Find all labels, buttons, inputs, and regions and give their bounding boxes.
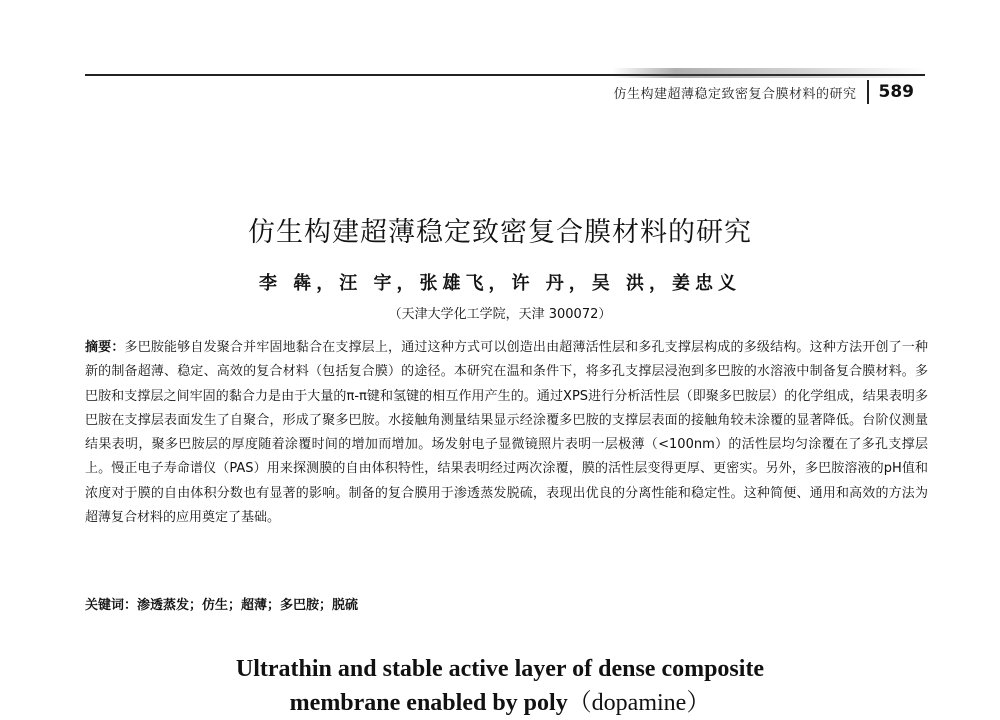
- header-rule-shading: [612, 68, 926, 78]
- keywords-text: 渗透蒸发；仿生；超薄；多巴胺；脱硫: [137, 598, 359, 613]
- keywords-label: 关键词：: [85, 598, 138, 613]
- abstract-text: 多巴胺能够自发聚合并牢固地黏合在支撑层上，通过这种方式可以创造出由超薄活性层和多孔支撑层构成的多级结构。这种方法开创了一种新的制备超薄、稳定、高效的复合材料（包括复合膜）的途径。本研究在温和条件下，将多孔支撑层浸泡到多巴胺的水溶液中制备复合膜材料。多巴胺和支撑层之间牢固的黏合力是由于大量的π-π键和氢键的相互作用产生的。通过XPS进行分析活性层（即聚多巴胺层）的化学组成，结果表明多巴胺在支撑层表面发生了自聚合，形成了聚多巴胺。水接触角测量结果显示经涂覆多巴胺的支撑层表面的接触角较未涂覆的显著降低。台阶仪测量结果表明，聚多巴胺层的厚度随着涂覆时间的增加而增加。场发射电子显微镜照片表明一层极薄（<100nm）的活性层均匀涂覆在了多孔支撑层上。慢正电子寿命谱仪（PAS）用来探测膜的自由体积特性，结果表明经过两次涂覆，膜的活性层变得更厚、更密实。另外，多巴胺溶液的pH值和浓度对于膜的自由体积分数也有显著的影响。制备的复合膜用于渗透蒸发脱硫，表现出优良的分离性能和稳定性。这种简便、通用和高效的方法为超薄复合材料的应用奠定了基础。: [85, 340, 928, 526]
- page-number-separator: [867, 80, 869, 104]
- abstract: [85, 336, 928, 530]
- page-number: 589: [878, 82, 914, 102]
- english-title-line-2: [0, 686, 1000, 720]
- author-list: 李 犇，汪 宇，张雄飞，许 丹，吴 洪，姜忠义: [258, 273, 742, 294]
- english-title: [0, 652, 1000, 720]
- running-title: 仿生构建超薄稳定致密复合膜材料的研究: [613, 86, 857, 102]
- affiliation: （天津大学化工学院，天津 300072）: [388, 307, 612, 322]
- running-head: [613, 80, 914, 104]
- english-title-line-2-text: membrane enabled by poly: [289, 690, 568, 716]
- article-title: 仿生构建超薄稳定致密复合膜材料的研究: [248, 217, 752, 248]
- english-title-line-2-tail: （dopamine）: [567, 690, 711, 716]
- abstract-label: 摘要：: [85, 340, 125, 355]
- keywords: [85, 594, 928, 613]
- english-title-line-1: Ultrathin and stable active layer of dense composite: [235, 656, 765, 682]
